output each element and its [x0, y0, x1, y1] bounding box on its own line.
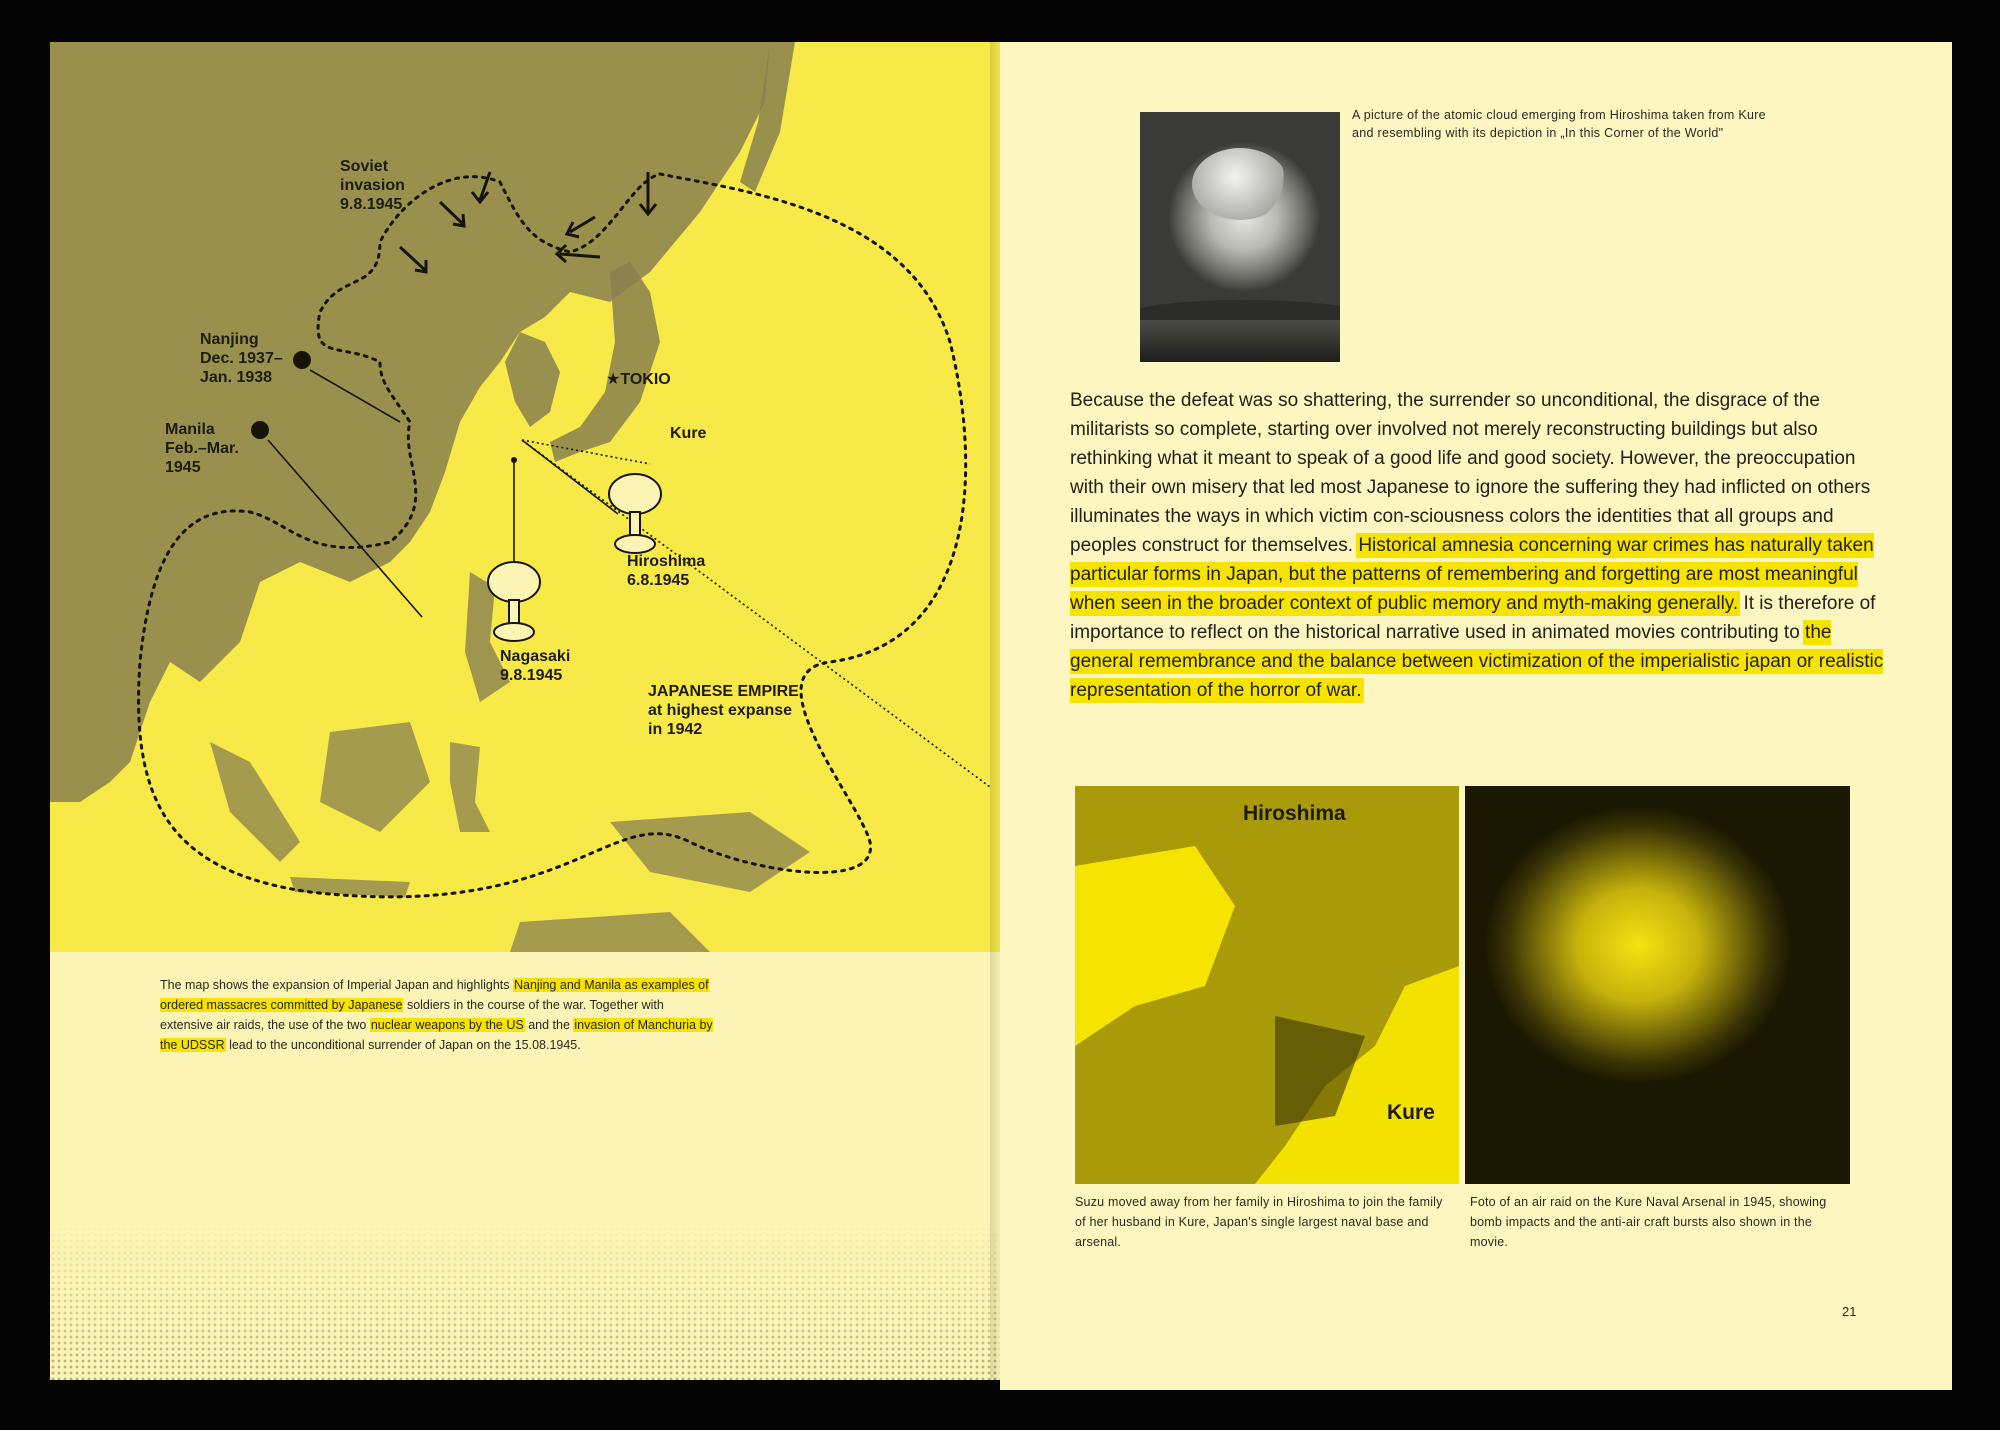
atomic-cloud-caption: A picture of the atomic cloud emerging from Hiroshima taken from Kure and resembling with its depiction in „In this Corner of the World" [1352, 108, 1766, 140]
australia-top [510, 912, 710, 952]
korea-peninsula [505, 332, 560, 427]
borneo [320, 722, 430, 832]
body-text: Because the defeat was so shattering, the surrender so unconditional, the disgrace of the militarists so complete, starting over involved not merely reconstructing buildings but also rethinking what it meant to speak of a good life and good society. However, the preoccupation with their own misery that led most Japanese to ignore the suffering they had inflicted on others illuminates the ways in which victim con-sciousness colors the identities that all groups and peoples construct for themselves. Historical amnesia concerning war crimes has naturally taken particular forms in Japan, but the patterns of remembering and forgetting are most meaningful when seen in the broader context of public memory and myth-making generally. It is therefore of importance to reflect on the historical narrative used in animated movies contributing to the general remembrance and the balance between victimization of the imperialistic japan or realistic representation of the horror of war. [1070, 390, 1884, 701]
halftone-texture [50, 1220, 1000, 1380]
label-hiroshima: Hiroshima 6.8.1945 [627, 553, 706, 589]
caption-air-raid: Foto of an air raid on the Kure Naval Arsenal in 1945, showing bomb impacts and the anti-air craft bursts also shown in the movie. [1470, 1195, 1827, 1249]
empire-map [50, 42, 1000, 952]
highlight-nuclear: nuclear weapons by the US [370, 1017, 524, 1032]
nagasaki-cloud-icon [488, 562, 540, 641]
label-nagasaki: Nagasaki 9.8.1945 [500, 648, 571, 684]
map-graphic [50, 42, 1000, 952]
highlight-general-remembrance: the general remembrance and the balance between victimization of the imperialistic japan or realistic representation of the horror of war. [1070, 622, 1884, 701]
label-nanjing: Nanjing Dec. 1937– Jan. 1938 [200, 331, 283, 386]
map-caption: The map shows the expansion of Imperial Japan and highlights Nanjing and Manila as examples of ordered massacres committed by Japanese soldiers in the course of the war. Together with extensive air raids, the use of the two nuclear weapons by the US and the invasion of Manchuria by the UDSSR lead to the unconditional surrender of Japan on the 15.08.1945. [160, 977, 713, 1052]
highlight-historical-amnesia: Historical amnesia concerning war crimes has naturally taken particular forms in Japan, but the patterns of remembering and forgetting are most meaningful when seen in the broader context of public memory and myth-making generally. [1070, 535, 1874, 614]
caption-suzu: Suzu moved away from her family in Hiroshima to join the family of her husband in Kure, Japan's single largest naval base and arsenal. [1075, 1195, 1443, 1249]
highlight-manchuria: invasion of Manchuria by the UDSSR [160, 1017, 713, 1052]
air-raid-photo [1465, 786, 1850, 1184]
sulawesi [450, 742, 490, 832]
sumatra [210, 742, 300, 862]
skull-manila [251, 421, 269, 439]
page-number: 21 [1842, 1304, 1857, 1319]
label-tokio: ★TOKIO [606, 371, 671, 388]
label-japanese-empire: JAPANESE EMPIRE at highest expanse in 1942 [648, 683, 799, 738]
label-soviet-invasion: Soviet invasion 9.8.1945 [340, 158, 405, 213]
photo-label-kure: Kure [1387, 1101, 1435, 1124]
java [290, 877, 410, 897]
right-page [1000, 42, 1952, 1390]
aerial-map-photo [1075, 786, 1459, 1184]
photo-label-hiroshima: Hiroshima [1243, 802, 1346, 825]
atomic-cloud-photo [1140, 112, 1340, 362]
left-page [50, 42, 1000, 1380]
skull-nanjing [293, 351, 311, 369]
label-kure: Kure [670, 425, 707, 442]
label-manila: Manila Feb.–Mar. 1945 [165, 421, 239, 476]
highlight-nanjing-manila: Nanjing and Manila as examples of ordered massacres committed by Japanese [160, 977, 709, 1012]
